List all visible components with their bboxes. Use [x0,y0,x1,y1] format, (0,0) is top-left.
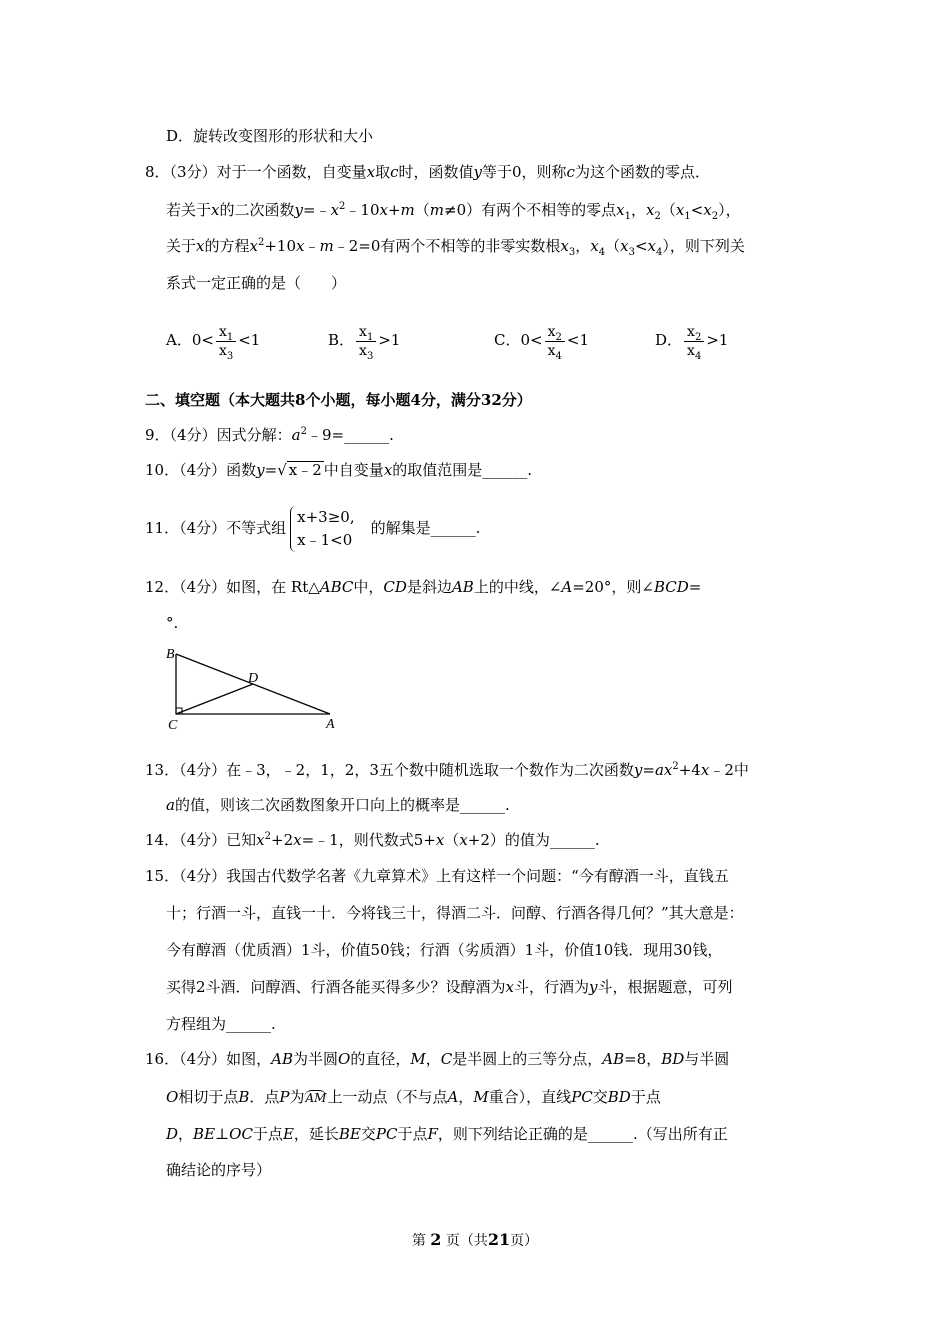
q12-triangle-figure [160,640,350,735]
q12-line-2: °. [166,614,179,632]
q8-option-a: A．0< $\frac{x_1}{x_3}$ <1 [166,323,261,362]
q9: 9．（4分）因式分解：$a^2﹣9=\_\_\_\_\_\_$. [145,426,394,444]
q7-option-d: D．旋转改变图形的形状和大小 [166,127,374,145]
q8-option-c: C．0< $\frac{x_2}{x_4}$ <1 [494,323,589,362]
q8-line-3: 关于x的方程$x^2+10x﹣m﹣2=0$有两个不相等的非零实数根$x_3$，$x_4(x_3<x_4)$，则下列关 [166,237,745,258]
q8-option-d: D． $\frac{x_2}{x_4}$ >1 [655,323,729,362]
q16-line-2: O相切于点B．点P为AM上一动点（不与点A，M重合），直线PC交BD于点 [166,1088,661,1106]
q15-line-1: 15．（4分）我国古代数学名著《九章算术》上有这样一个问题：“今有醇酒一斗，直钱五 [145,867,729,885]
inequality-system: x+3≥0, x﹣1<0 [290,506,354,552]
q14: 14．（4分）已知$x^2+2x=﹣1$，则代数式5+x（x+2）的值为______. [145,831,600,849]
label-b: B [166,647,175,662]
page-footer: 第 2 页（共21页） [411,1230,539,1249]
q15-line-4: 买得2斗酒．问醇酒、行酒各能买得多少？设醇酒为x斗，行酒为y斗，根据题意，可列 [166,978,733,996]
arc-am: AM [305,1091,327,1105]
q15-line-5: 方程组为______. [166,1015,276,1033]
median-cd [176,684,253,714]
page-number: 2 [430,1230,442,1249]
label-c: C [168,718,178,733]
q8-line-1: 8．（3分）对于一个函数，自变量x取c时，函数值y等于0，则称c为这个函数的零点． [145,163,710,181]
q15-line-3: 今有醇酒（优质酒）1斗，价值50钱；行酒（劣质酒）1斗，价值10钱．现用30钱， [166,941,723,959]
page-total: 21 [487,1230,511,1249]
q8-line-4: 系式一定正确的是（ ） [166,274,347,292]
label-a: A [326,717,335,732]
q10: 10．（4分）函数y=√ x﹣2 中自变量x的取值范围是______. [145,461,533,479]
q16-line-4: 确结论的序号） [166,1161,272,1179]
q13-line-1: 13．（4分）在﹣3，﹣2，1，2，3五个数中随机选取一个数作为二次函数$y=ax^2+4x﹣2$中 [145,761,749,779]
sqrt-symbol: √ [277,461,287,479]
q11: 11．（4分）不等式组 x+3≥0, x﹣1<0 的解集是______. [145,503,480,553]
q15-line-2: 十；行酒一斗，直钱一十．今将钱三十，得酒二斗．问醇、行酒各得几何？”其大意是： [166,904,744,922]
q16-line-3: D，BE⊥OC于点E，延长BE交PC于点F，则下列结论正确的是______.（写出所有正 [166,1125,728,1143]
q8-option-b: B． $\frac{x_1}{x_3}$ >1 [328,323,401,362]
section-heading: 二、填空题（本大题共8个小题，每小题4分，满分32分） [145,391,532,409]
q13-line-2: a的值，则该二次函数图象开口向上的概率是______. [166,796,510,814]
label-d: D [248,671,259,686]
q16-line-1: 16．（4分）如图，AB为半圆O的直径，M，C是半圆上的三等分点，AB=8，BD与半圆 [145,1050,730,1068]
q8-line-2: 若关于x的二次函数$y=﹣x^2﹣10x+m(m\ne 0)$有两个不相等的零点$x_1$，$x_2(x_1<x_2)$， [166,201,741,222]
q12-line-1: 12．（4分）如图，在 Rt△ABC中，CD是斜边AB上的中线，∠A=20°，则∠BCD= [145,578,702,596]
